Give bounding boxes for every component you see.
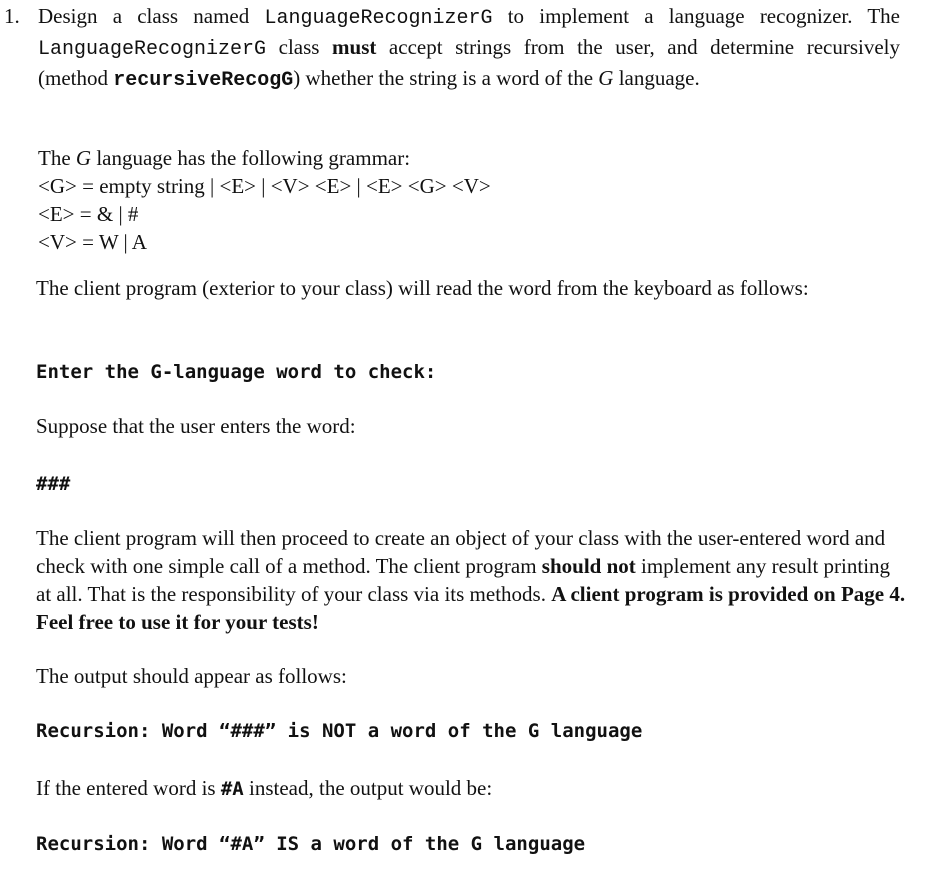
method-name-code: recursiveRecogG xyxy=(113,69,294,92)
intro-text-4: accept strings from the user, and determine recursively (method xyxy=(38,35,900,90)
create-paragraph xyxy=(36,524,906,636)
item-number: 1. xyxy=(4,4,20,28)
must-emphasis: must xyxy=(332,35,377,59)
intro-text-1: Design a class named xyxy=(38,4,265,28)
intro-paragraph xyxy=(38,2,900,95)
intro-text-6: language. xyxy=(613,66,700,90)
g-italic: G xyxy=(598,66,614,90)
output-example-2: Recursion: Word “#A” IS a word of the G language xyxy=(36,833,586,855)
intro-text-5: ) whether the string is a word of the xyxy=(293,66,599,90)
grammar-rule-g: <G> = empty string | <E> | <V> <E> | <E> <G> <V> xyxy=(38,174,491,198)
prompt-code: Enter the G-language word to check: xyxy=(36,361,437,383)
intro-text-2: to implement a language recognizer. The xyxy=(492,4,900,28)
grammar-intro xyxy=(38,144,898,172)
should-not-emphasis: should not xyxy=(541,554,636,578)
if-entered-paragraph xyxy=(36,774,492,803)
if-entered-text-1: If the entered word is xyxy=(36,776,221,800)
class-name-code: LanguageRecognizerG xyxy=(264,7,493,30)
output-example-1: Recursion: Word “###” is NOT a word of the G language xyxy=(36,720,643,742)
class-name-code-2: LanguageRecognizerG xyxy=(38,38,267,61)
alt-word-code: #A xyxy=(220,778,244,800)
grammar-intro-b: language has the following grammar: xyxy=(91,146,411,170)
example-word-code: ### xyxy=(36,473,71,495)
intro-text-3: class xyxy=(266,35,333,59)
if-entered-text-2: instead, the output would be: xyxy=(243,776,493,800)
client-program-note: A client program is provided on Page 4. Feel free to use it for your tests! xyxy=(36,582,906,634)
suppose-paragraph: Suppose that the user enters the word: xyxy=(36,414,356,438)
create-text-1: The client program will then proceed to create an object of your class with the user-entered word and check with one simple call of a method. The client program xyxy=(36,526,886,578)
grammar-rule-e: <E> = & | # xyxy=(38,202,139,226)
client-read-paragraph: The client program (exterior to your class) will read the word from the keyboard as follows: xyxy=(36,276,809,300)
grammar-intro-a: The xyxy=(38,146,76,170)
grammar-block xyxy=(38,144,898,256)
create-text-2: implement any result printing at all. That is the responsibility of your class via its methods. xyxy=(36,554,891,606)
grammar-intro-g: G xyxy=(75,146,92,170)
output-intro: The output should appear as follows: xyxy=(36,664,347,688)
grammar-rule-v: <V> = W | A xyxy=(38,230,147,254)
